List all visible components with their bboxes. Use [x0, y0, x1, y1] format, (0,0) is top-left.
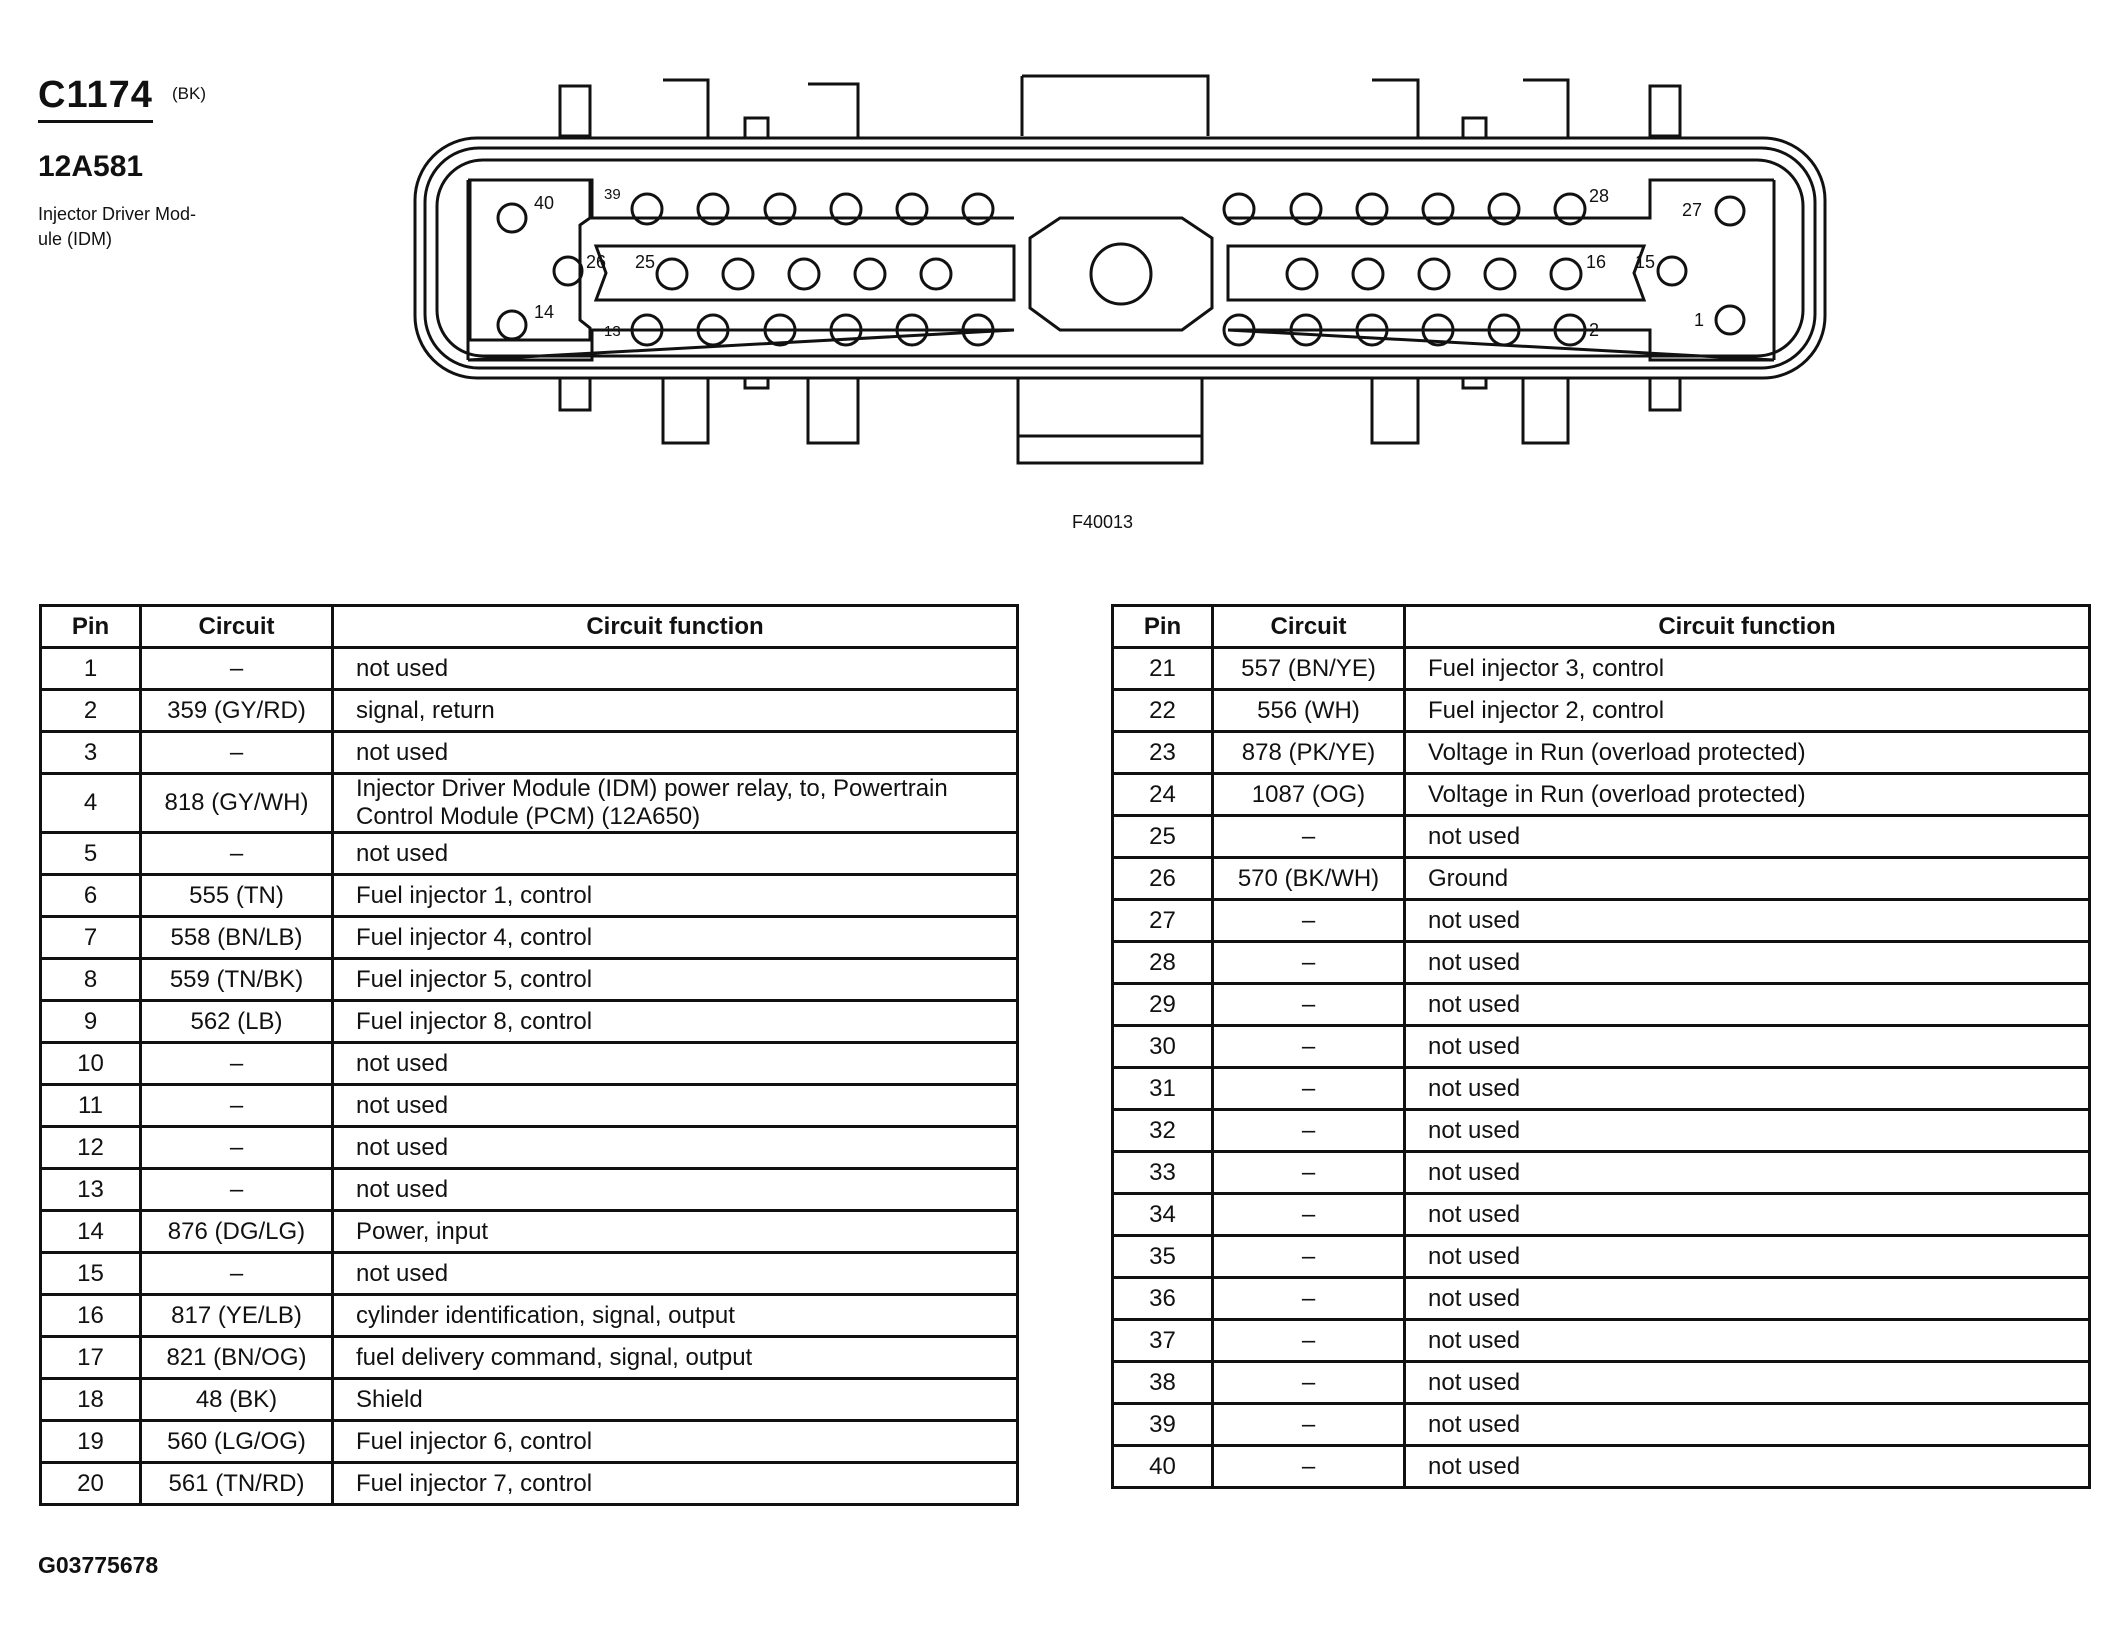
table-row: [41, 1337, 1018, 1379]
table-row: [1113, 900, 2090, 942]
pin-cell: 9: [41, 1001, 141, 1043]
connector-color: (BK): [172, 84, 206, 103]
module-name: Injector Driver Mod-ule (IDM): [38, 204, 197, 249]
pin-cell: 7: [41, 917, 141, 959]
circuit-cell: 562 (LB): [141, 1001, 333, 1043]
pin-cell: 21: [1113, 648, 1213, 690]
pin-cell: 13: [41, 1169, 141, 1211]
table-row: [1113, 774, 2090, 816]
graphic-id: G03775678: [38, 1552, 159, 1578]
pin-label-26: 26: [586, 252, 607, 272]
circuit-cell: 555 (TN): [141, 875, 333, 917]
table-row: [1113, 1026, 2090, 1068]
table-row: [41, 875, 1018, 917]
function-cell: not used: [1405, 1404, 2090, 1446]
pin-label-28: 28: [1589, 186, 1610, 206]
function-cell: Fuel injector 2, control: [1405, 690, 2090, 732]
table-row: [1113, 1404, 2090, 1446]
top-tab: [1523, 80, 1568, 140]
function-cell: not used: [333, 648, 1018, 690]
function-cell: not used: [1405, 1236, 2090, 1278]
circuit-cell: 876 (DG/LG): [141, 1211, 333, 1253]
function-cell: Fuel injector 1, control: [333, 875, 1018, 917]
pin-cell: 28: [1113, 942, 1213, 984]
pin-label-16: 16: [1586, 252, 1607, 272]
pin-cell: 34: [1113, 1194, 1213, 1236]
function-cell: Ground: [1405, 858, 2090, 900]
function-cell: not used: [333, 833, 1018, 875]
bottom-tab: [1523, 376, 1568, 443]
circuit-cell: 818 (GY/WH): [141, 774, 333, 833]
table-row: [1113, 942, 2090, 984]
circuit-cell: –: [1213, 816, 1405, 858]
pin-cell: 23: [1113, 732, 1213, 774]
center-bottom-latch: [1018, 376, 1202, 463]
function-cell: not used: [1405, 1194, 2090, 1236]
table-row: [41, 959, 1018, 1001]
pin-label-14: 14: [534, 302, 555, 322]
circuit-cell: 556 (WH): [1213, 690, 1405, 732]
circuit-cell: 48 (BK): [141, 1379, 333, 1421]
table-row: [1113, 1236, 2090, 1278]
pin-label-25: 25: [635, 252, 656, 272]
pin-cell: 17: [41, 1337, 141, 1379]
pin-cell: 10: [41, 1043, 141, 1085]
pin-cell: 26: [1113, 858, 1213, 900]
circuit-cell: 878 (PK/YE): [1213, 732, 1405, 774]
pin-cell: 39: [1113, 1404, 1213, 1446]
figure-reference: F40013: [1072, 512, 1134, 532]
pin-cell: 32: [1113, 1110, 1213, 1152]
circuit-cell: 557 (BN/YE): [1213, 648, 1405, 690]
pin-label-15: 15: [1635, 252, 1656, 272]
center-key-inner: [1091, 244, 1151, 304]
table-row: [41, 1085, 1018, 1127]
function-cell: Fuel injector 6, control: [333, 1421, 1018, 1463]
table-row: [41, 1295, 1018, 1337]
pin-cell: 11: [41, 1085, 141, 1127]
pin-cell: 30: [1113, 1026, 1213, 1068]
header-circuit: Circuit: [141, 606, 333, 648]
function-cell: Voltage in Run (overload protected): [1405, 732, 2090, 774]
pin-cell: 20: [41, 1463, 141, 1505]
function-cell: Fuel injector 8, control: [333, 1001, 1018, 1043]
function-cell: not used: [1405, 1446, 2090, 1488]
table-row: [1113, 1278, 2090, 1320]
circuit-cell: 817 (YE/LB): [141, 1295, 333, 1337]
function-cell: not used: [333, 1085, 1018, 1127]
pin-cell: 27: [1113, 900, 1213, 942]
circuit-cell: 570 (BK/WH): [1213, 858, 1405, 900]
pin-label-27: 27: [1682, 200, 1703, 220]
circuit-cell: –: [1213, 1152, 1405, 1194]
pin-cell: 24: [1113, 774, 1213, 816]
top-tab: [560, 86, 590, 136]
pin-cell: 40: [1113, 1446, 1213, 1488]
function-cell: Shield: [333, 1379, 1018, 1421]
function-cell: Power, input: [333, 1211, 1018, 1253]
table-row: [41, 1253, 1018, 1295]
function-cell: not used: [1405, 1068, 2090, 1110]
table-row: [1113, 1152, 2090, 1194]
pin-cell: 33: [1113, 1152, 1213, 1194]
function-cell: not used: [1405, 1152, 2090, 1194]
top-tab: [663, 80, 708, 143]
top-tab: [808, 84, 858, 140]
top-tab: [1372, 80, 1418, 140]
function-cell: not used: [1405, 984, 2090, 1026]
table-row: [1113, 732, 2090, 774]
pin-label-13: 13: [604, 323, 621, 340]
pin-cell: 6: [41, 875, 141, 917]
table-row: [41, 917, 1018, 959]
table-header-row: [1113, 606, 2090, 648]
pin-cell: 29: [1113, 984, 1213, 1026]
pinout-table-right: [1111, 604, 2091, 1489]
pin-cell: 8: [41, 959, 141, 1001]
circuit-cell: 1087 (OG): [1213, 774, 1405, 816]
circuit-cell: –: [141, 732, 333, 774]
pin-label-39: 39: [604, 186, 621, 203]
table-row: [41, 690, 1018, 732]
circuit-cell: –: [141, 1085, 333, 1127]
table-row: [1113, 1320, 2090, 1362]
table-header-row: [41, 606, 1018, 648]
circuit-cell: –: [141, 648, 333, 690]
circuit-cell: –: [1213, 1110, 1405, 1152]
pin-cell: 12: [41, 1127, 141, 1169]
table-row: [41, 1463, 1018, 1505]
circuit-cell: –: [1213, 900, 1405, 942]
circuit-cell: 359 (GY/RD): [141, 690, 333, 732]
table-row: [1113, 1446, 2090, 1488]
bottom-tab: [808, 376, 858, 443]
function-cell: not used: [1405, 1110, 2090, 1152]
function-cell: not used: [333, 1043, 1018, 1085]
function-cell: signal, return: [333, 690, 1018, 732]
table-row: [41, 1127, 1018, 1169]
circuit-cell: –: [141, 833, 333, 875]
function-cell: Injector Driver Module (IDM) power relay, to, Powertrain Control Module (PCM) (12A650): [333, 774, 1018, 833]
function-cell: Fuel injector 4, control: [333, 917, 1018, 959]
table-row: [41, 1211, 1018, 1253]
function-cell: Fuel injector 7, control: [333, 1463, 1018, 1505]
pin-cell: 36: [1113, 1278, 1213, 1320]
header-function: Circuit function: [333, 606, 1018, 648]
table-row: [41, 1421, 1018, 1463]
table-row: [1113, 1362, 2090, 1404]
circuit-cell: –: [1213, 1446, 1405, 1488]
table-row: [1113, 1068, 2090, 1110]
pin-cell: 18: [41, 1379, 141, 1421]
pin-label-2: 2: [1589, 320, 1600, 340]
pin-cell: 3: [41, 732, 141, 774]
table-row: [1113, 1110, 2090, 1152]
table-row: [1113, 690, 2090, 732]
circuit-cell: 561 (TN/RD): [141, 1463, 333, 1505]
circuit-cell: 559 (TN/BK): [141, 959, 333, 1001]
circuit-cell: –: [1213, 1026, 1405, 1068]
header-function: Circuit function: [1405, 606, 2090, 648]
part-number: 12A581: [38, 150, 144, 183]
circuit-cell: –: [141, 1169, 333, 1211]
function-cell: not used: [1405, 816, 2090, 858]
circuit-cell: –: [141, 1043, 333, 1085]
pinout-table-left: [39, 604, 1019, 1506]
table-row: [1113, 858, 2090, 900]
table-row: [41, 1379, 1018, 1421]
table-row: [1113, 1194, 2090, 1236]
function-cell: not used: [1405, 900, 2090, 942]
function-cell: not used: [1405, 1026, 2090, 1068]
pin-cell: 22: [1113, 690, 1213, 732]
circuit-cell: 558 (BN/LB): [141, 917, 333, 959]
center-latch: [1022, 76, 1208, 136]
pin-cell: 5: [41, 833, 141, 875]
header-circuit: Circuit: [1213, 606, 1405, 648]
function-cell: not used: [333, 1127, 1018, 1169]
function-cell: cylinder identification, signal, output: [333, 1295, 1018, 1337]
function-cell: not used: [333, 1253, 1018, 1295]
table-row: [41, 1001, 1018, 1043]
circuit-cell: 821 (BN/OG): [141, 1337, 333, 1379]
function-cell: not used: [1405, 1320, 2090, 1362]
circuit-cell: –: [1213, 1320, 1405, 1362]
pin-cell: 38: [1113, 1362, 1213, 1404]
circuit-cell: 560 (LG/OG): [141, 1421, 333, 1463]
header-pin: Pin: [41, 606, 141, 648]
connector-diagram: [410, 68, 1830, 488]
pin-cell: 4: [41, 774, 141, 833]
circuit-cell: –: [1213, 1194, 1405, 1236]
circuit-cell: –: [141, 1253, 333, 1295]
function-cell: Fuel injector 5, control: [333, 959, 1018, 1001]
pin-cell: 35: [1113, 1236, 1213, 1278]
function-cell: not used: [333, 1169, 1018, 1211]
pin-cell: 1: [41, 648, 141, 690]
table-row: [41, 833, 1018, 875]
pin-cell: 16: [41, 1295, 141, 1337]
circuit-cell: –: [141, 1127, 333, 1169]
bottom-tab: [663, 376, 708, 443]
function-cell: not used: [333, 732, 1018, 774]
circuit-cell: –: [1213, 1278, 1405, 1320]
circuit-cell: –: [1213, 1362, 1405, 1404]
circuit-cell: –: [1213, 984, 1405, 1026]
function-cell: not used: [1405, 942, 2090, 984]
table-row: [1113, 984, 2090, 1026]
pin-cell: 14: [41, 1211, 141, 1253]
top-tab: [1650, 86, 1680, 136]
table-row: [41, 648, 1018, 690]
function-cell: Fuel injector 3, control: [1405, 648, 2090, 690]
table-row: [41, 1169, 1018, 1211]
header-pin: Pin: [1113, 606, 1213, 648]
pin-label-1: 1: [1694, 310, 1705, 330]
table-row: [41, 1043, 1018, 1085]
bottom-tab: [1372, 376, 1418, 443]
circuit-cell: –: [1213, 1236, 1405, 1278]
pin-cell: 31: [1113, 1068, 1213, 1110]
pin-cell: 25: [1113, 816, 1213, 858]
table-row: [1113, 648, 2090, 690]
table-row: [41, 774, 1018, 833]
pin-cell: 19: [41, 1421, 141, 1463]
circuit-cell: –: [1213, 942, 1405, 984]
pin-cell: 2: [41, 690, 141, 732]
function-cell: not used: [1405, 1362, 2090, 1404]
function-cell: Voltage in Run (overload protected): [1405, 774, 2090, 816]
pin-label-40: 40: [534, 193, 555, 213]
function-cell: fuel delivery command, signal, output: [333, 1337, 1018, 1379]
table-row: [1113, 816, 2090, 858]
pin-cell: 15: [41, 1253, 141, 1295]
table-row: [41, 732, 1018, 774]
circuit-cell: –: [1213, 1068, 1405, 1110]
pin-cell: 37: [1113, 1320, 1213, 1362]
function-cell: not used: [1405, 1278, 2090, 1320]
circuit-cell: –: [1213, 1404, 1405, 1446]
connector-id: C1174: [38, 72, 153, 123]
